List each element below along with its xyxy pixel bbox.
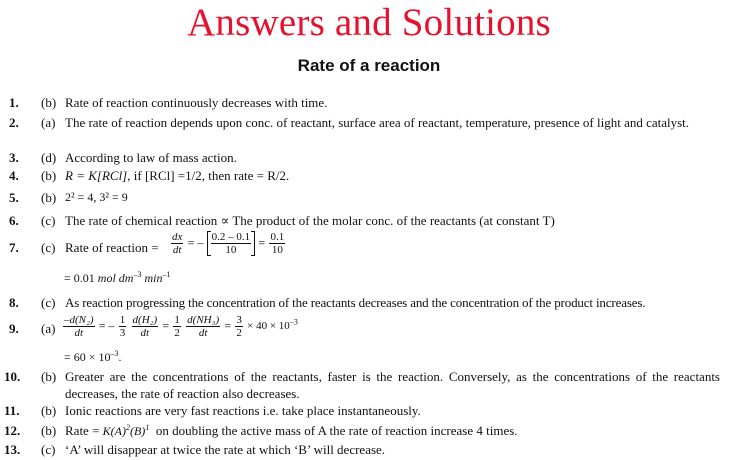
item-text-rest: on doubling the active mass of A the rate of reaction increase 4 times. — [155, 423, 518, 438]
item-option: (b) — [41, 190, 57, 205]
item-option: (d) — [41, 150, 57, 165]
numerator: 1 — [174, 314, 180, 326]
item-number: 5. — [9, 190, 19, 205]
bracket-expression — [207, 231, 256, 256]
unit-2-exponent: –1 — [162, 270, 171, 279]
result-fraction — [269, 231, 285, 256]
item-option: (b) — [41, 168, 57, 183]
item-number: 10. — [4, 369, 21, 384]
rate-expression — [170, 231, 286, 256]
bracket-fraction — [211, 231, 252, 256]
item-text-rest: , if [RCl] =1/2, then rate = R/2. — [127, 168, 290, 183]
item-option: (b) — [41, 369, 57, 384]
item-number: 8. — [9, 295, 19, 310]
numerator: 1 — [119, 314, 126, 326]
denominator: 2 — [174, 327, 180, 339]
multiplier — [247, 317, 298, 333]
item-option: (c) — [41, 213, 56, 228]
coef-1-3 — [119, 314, 127, 339]
equals-sign: = – — [187, 235, 204, 250]
denominator: 2 — [236, 327, 242, 339]
page-title: Answers and Solutions — [187, 1, 551, 44]
item-option: (c) — [41, 240, 56, 255]
unit-2: min — [144, 271, 163, 285]
item-option: (b) — [41, 95, 57, 110]
denominator: 10 — [271, 244, 283, 256]
hydrogen-rate — [132, 314, 159, 339]
equals-sign: = — [258, 235, 266, 250]
denominator: dt — [198, 327, 208, 339]
exponent-a: 2 — [125, 423, 130, 432]
numerator: 3 — [236, 314, 242, 326]
rate-law: = K[RCl] — [76, 168, 128, 183]
item-option: (a) — [41, 321, 56, 336]
ammonia-rate — [186, 314, 220, 339]
numerator: –d(N₂) — [64, 314, 94, 326]
numerator: dx — [172, 231, 183, 243]
item-number: 1. — [9, 95, 19, 110]
item-number: 3. — [9, 150, 19, 165]
derivative-fraction — [171, 231, 183, 256]
item-text: Rate of reaction = — [65, 240, 159, 255]
item-text — [65, 422, 720, 440]
equals-sign: = – — [98, 318, 115, 333]
result-exponent: –3 — [110, 349, 119, 358]
item-number: 12. — [4, 423, 21, 438]
item-text: According to law of mass action. — [65, 150, 237, 165]
item-option: (c) — [41, 442, 56, 457]
unit-exponent: –3 — [133, 270, 142, 279]
rate-equation — [62, 314, 298, 339]
item-option: (c) — [41, 295, 56, 310]
result-end: . — [118, 350, 122, 364]
result-value: = 0.01 — [64, 271, 95, 285]
item-text: 2² = 4, 3² = 9 — [65, 190, 128, 204]
item-text: ‘A’ will disappear at twice the rate at which ‘B’ will decrease. — [65, 442, 386, 457]
numerator: d(H₂) — [132, 314, 158, 326]
item-option: (a) — [41, 115, 56, 130]
multiplier-value: × 40 × 10 — [247, 320, 290, 333]
equals-sign: = — [224, 318, 232, 333]
denominator: dt — [172, 244, 182, 256]
coef-1-2 — [173, 314, 181, 339]
rate-formula — [103, 424, 150, 438]
exponent-b: 1 — [145, 423, 150, 432]
item-option: (b) — [41, 403, 57, 418]
item-text: The rate of reaction depends upon conc. of reactant, surface area of reactant, temperature, presence of light and catalyst. — [65, 115, 690, 130]
nitrogen-rate — [63, 314, 95, 339]
item-number: 6. — [9, 213, 19, 228]
item-text: Ionic reactions are very fast reactions i.e. take place instantaneously. — [65, 403, 421, 418]
item-option: (b) — [41, 423, 57, 438]
numerator: 0.1 — [270, 231, 285, 243]
result-line — [64, 270, 170, 287]
item-text: Greater are the concentrations of the reactants, faster is the reaction. Conversely, as the concentrations of the reactants decreases, the rate of reaction also decreases. — [65, 369, 720, 401]
formula-a: K(A) — [102, 424, 126, 438]
item-text: The rate of chemical reaction ∝ The product of the molar conc. of the reactants (at constant T) — [65, 213, 555, 228]
item-number: 9. — [9, 321, 19, 336]
rate-symbol: R — [65, 168, 73, 183]
rate-label: Rate = — [65, 423, 100, 438]
item-text: As reaction progressing the concentration of the reactants decreases and the concentration of the product increases. — [65, 295, 646, 310]
multiplier-exponent: –3 — [289, 317, 298, 327]
denominator: 10 — [225, 244, 237, 256]
numerator: d(NH₃) — [187, 314, 220, 326]
result-line — [64, 349, 122, 366]
denominator: 3 — [119, 327, 126, 339]
item-number: 4. — [9, 168, 19, 183]
result-value: = 60 × 10 — [64, 350, 111, 364]
section-title: Rate of a reaction — [297, 56, 441, 75]
item-text — [65, 167, 720, 184]
item-number: 13. — [4, 442, 21, 457]
item-number: 2. — [9, 115, 19, 130]
numerator: 0.2 – 0.1 — [211, 231, 251, 243]
item-text: Rate of reaction continuously decreases with time. — [65, 95, 328, 110]
formula-b: (B) — [129, 424, 146, 438]
unit: mol dm — [97, 271, 134, 285]
denominator: dt — [74, 327, 84, 339]
denominator: dt — [140, 327, 150, 339]
coef-3-2 — [235, 314, 243, 339]
item-number: 11. — [4, 403, 20, 418]
item-number: 7. — [9, 240, 19, 255]
equals-sign: = — [162, 318, 170, 333]
